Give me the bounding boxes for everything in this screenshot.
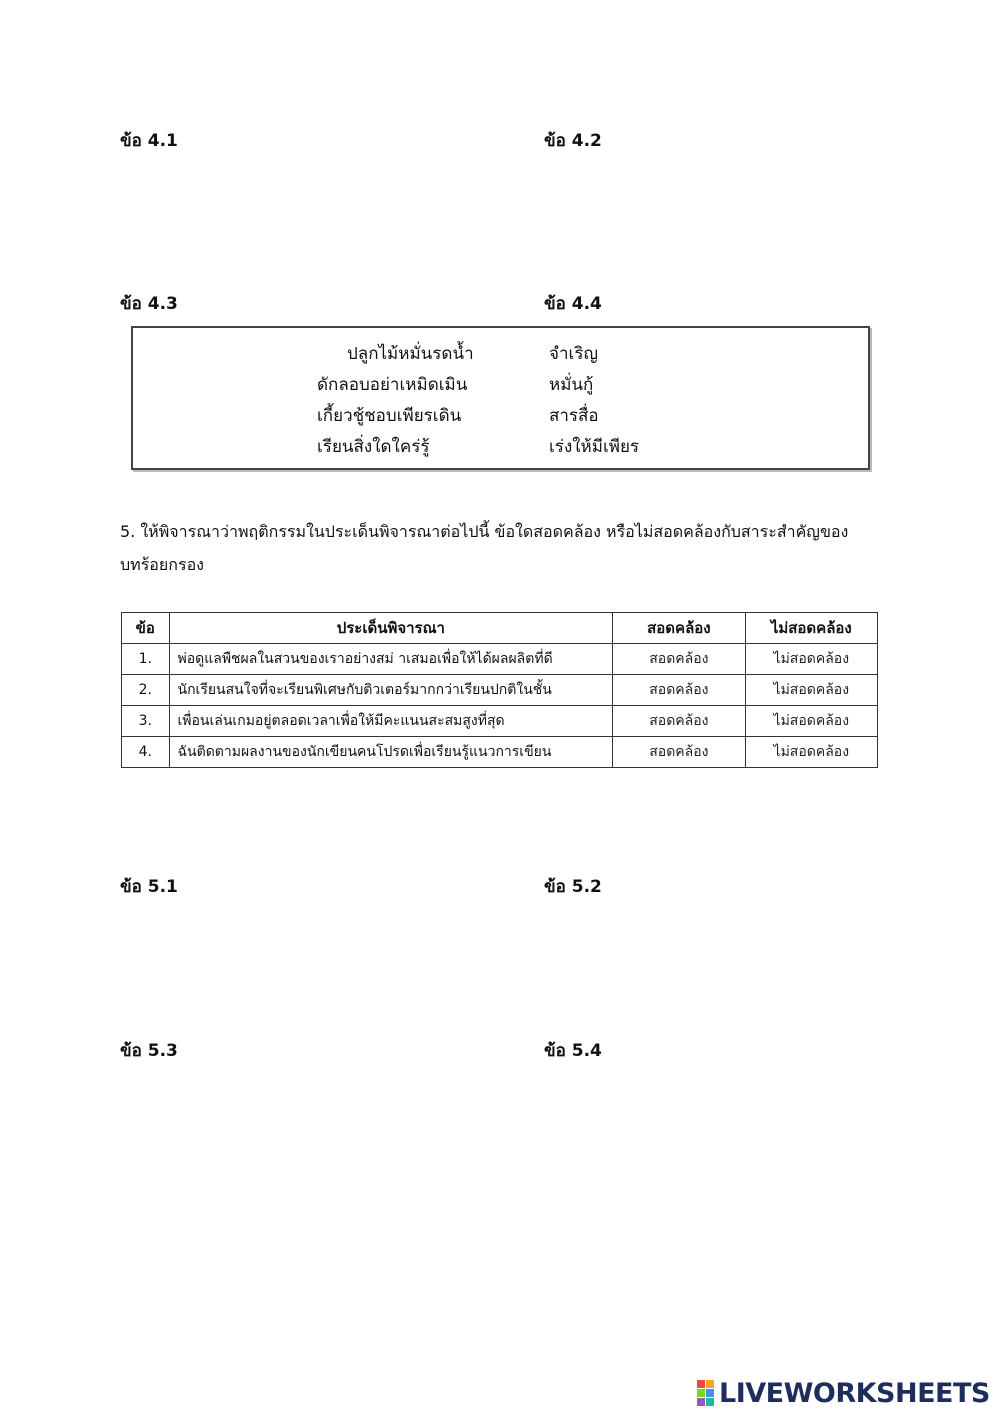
option-consistent[interactable]: สอดคล้อง — [613, 706, 745, 737]
liveworksheets-logo — [697, 1375, 990, 1411]
logo-block — [706, 1380, 714, 1388]
poem-right-line-2: หมั่นกู้ — [549, 375, 594, 395]
row-number: 2. — [122, 675, 170, 706]
poem-left-line-2: ดักลอบอย่าเหมิดเมิน — [317, 375, 468, 395]
option-inconsistent[interactable]: ไม่สอดคล้อง — [745, 675, 877, 706]
header-criterion: ประเด็นพิจารณา — [169, 613, 613, 644]
logo-block — [697, 1380, 705, 1388]
table-row — [122, 737, 878, 768]
row-text: ฉันติดตามผลงานของนักเขียนคนโปรดเพื่อเรียนรู้แนวการเขียน — [169, 737, 613, 768]
option-consistent[interactable]: สอดคล้อง — [613, 737, 745, 768]
instruction-line-2: บทร้อยกรอง — [120, 555, 204, 574]
poem-left-line-1: ปลูกไม้หมั่นรดน้ำ — [347, 344, 474, 364]
poem-box — [131, 326, 870, 470]
row-number: 1. — [122, 644, 170, 675]
option-inconsistent[interactable]: ไม่สอดคล้อง — [745, 644, 877, 675]
logo-blocks-icon — [697, 1380, 714, 1406]
instruction-line-1: 5. ให้พิจารณาว่าพฤติกรรมในประเด็นพิจารณาต่อไปนี้ ข้อใดสอดคล้อง หรือไม่สอดคล้องกับสาระสำคัญของ — [120, 522, 849, 541]
option-inconsistent[interactable]: ไม่สอดคล้อง — [745, 706, 877, 737]
table-header-row — [122, 613, 878, 644]
logo-text: LIVEWORKSHEETS — [719, 1377, 990, 1409]
logo-block — [697, 1398, 705, 1406]
option-inconsistent[interactable]: ไม่สอดคล้อง — [745, 737, 877, 768]
label-5-1: ข้อ 5.1 — [120, 877, 178, 897]
poem-right-line-4: เร่งให้มีเพียร — [549, 437, 640, 457]
label-5-4: ข้อ 5.4 — [544, 1041, 602, 1061]
row-text: พ่อดูแลพืชผลในสวนของเราอย่างสม่ าเสมอเพื่อให้ได้ผลผลิตที่ดี — [169, 644, 613, 675]
criteria-table — [121, 612, 878, 768]
option-consistent[interactable]: สอดคล้อง — [613, 675, 745, 706]
label-4-1: ข้อ 4.1 — [120, 131, 178, 151]
label-5-3: ข้อ 5.3 — [120, 1041, 178, 1061]
header-number: ข้อ — [122, 613, 170, 644]
table-row — [122, 675, 878, 706]
option-consistent[interactable]: สอดคล้อง — [613, 644, 745, 675]
logo-block — [706, 1389, 714, 1397]
table-row — [122, 644, 878, 675]
poem-right-line-1: จำเริญ — [549, 344, 598, 364]
row-number: 3. — [122, 706, 170, 737]
poem-left-line-3: เกี้ยวชู้ชอบเพียรเดิน — [317, 406, 462, 426]
row-text: นักเรียนสนใจที่จะเรียนพิเศษกับติวเตอร์มากกว่าเรียนปกติในชั้น — [169, 675, 613, 706]
poem-right-line-3: สารสื่อ — [549, 406, 599, 426]
label-4-4: ข้อ 4.4 — [544, 294, 602, 314]
row-number: 4. — [122, 737, 170, 768]
table-row — [122, 706, 878, 737]
header-consistent: สอดคล้อง — [613, 613, 745, 644]
header-inconsistent: ไม่สอดคล้อง — [745, 613, 877, 644]
label-4-2: ข้อ 4.2 — [544, 131, 602, 151]
row-text: เพื่อนเล่นเกมอยู่ตลอดเวลาเพื่อให้มีคะแนนสะสมสูงที่สุด — [169, 706, 613, 737]
label-5-2: ข้อ 5.2 — [544, 877, 602, 897]
label-4-3: ข้อ 4.3 — [120, 294, 178, 314]
logo-block — [706, 1398, 714, 1406]
logo-block — [697, 1389, 705, 1397]
poem-left-line-4: เรียนสิ่งใดใคร่รู้ — [317, 437, 430, 457]
